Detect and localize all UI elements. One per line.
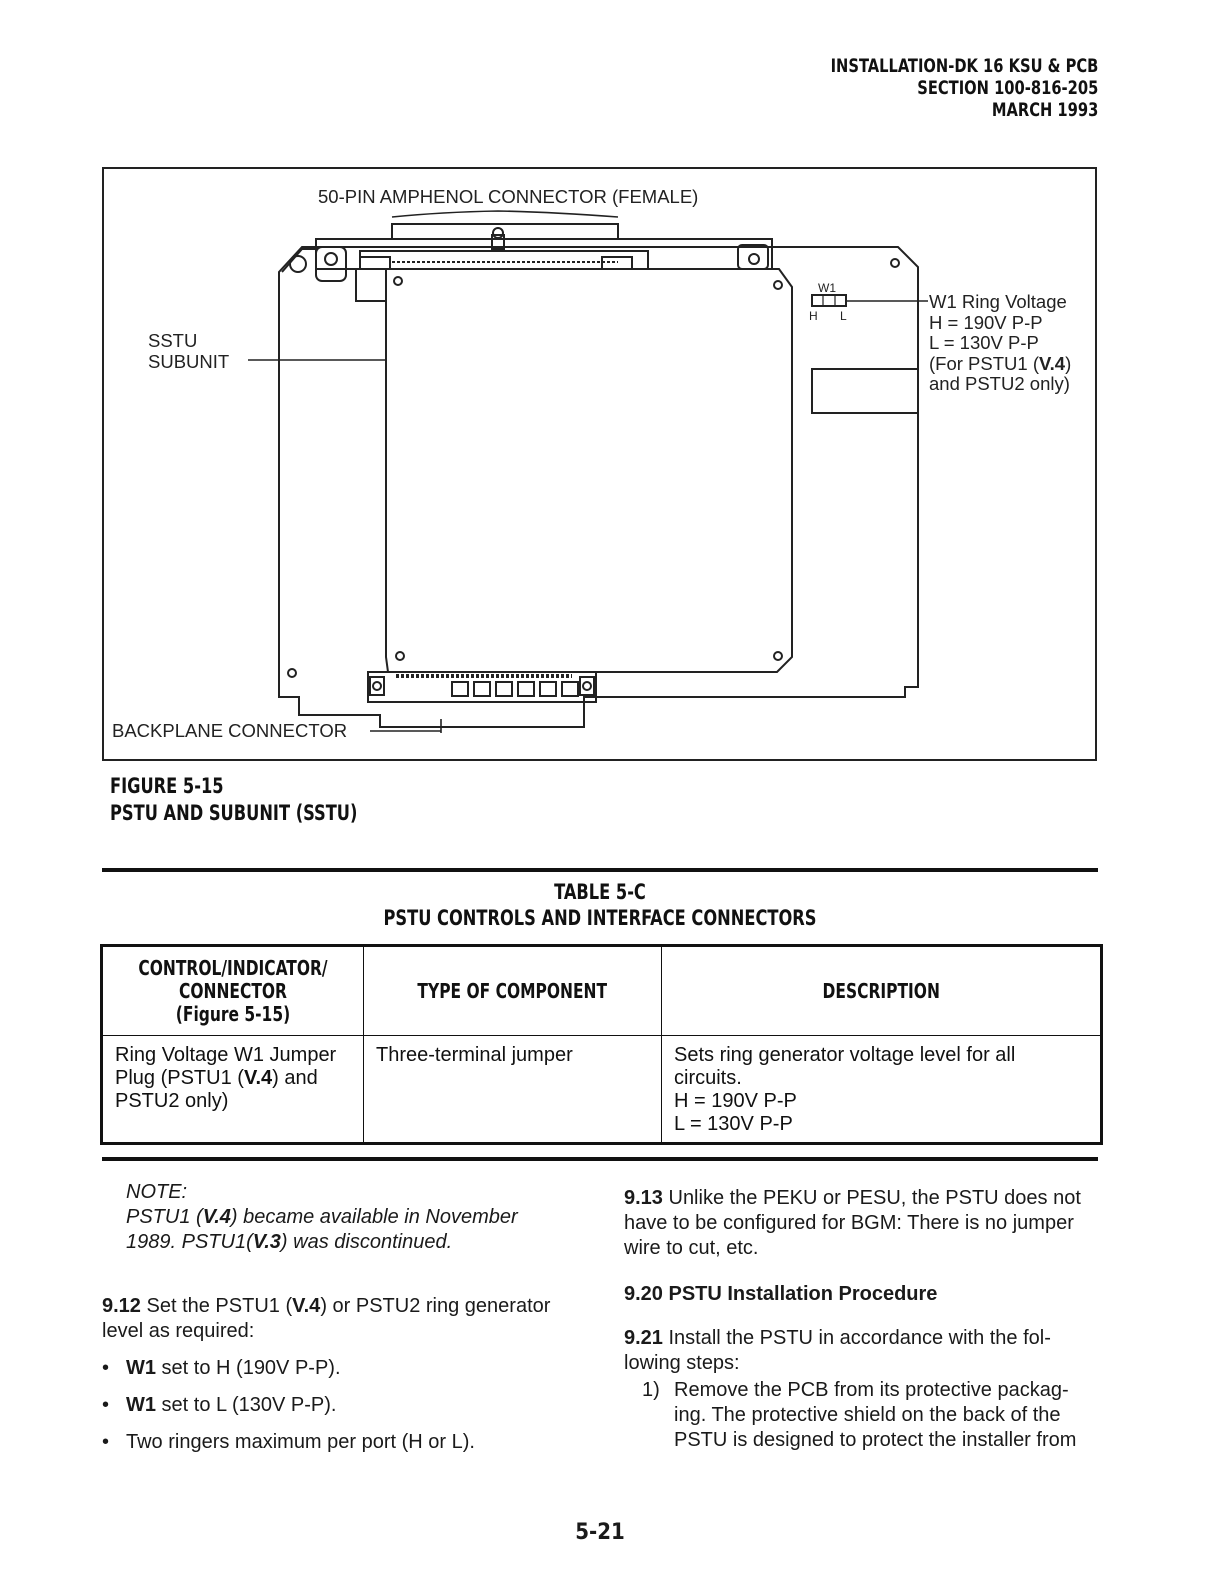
note-block: NOTE: PSTU1 (V.4) became available in November 1989. PSTU1(V.3) was discontinued.	[126, 1181, 518, 1253]
step-1: 1) Remove the PCB from its protective packag- ing. The protective shield on the back of the PSTU is designed to protect the installer from	[642, 1379, 1077, 1451]
table-bottom-rule	[102, 1157, 1098, 1161]
paragraph-9-21: 9.21 Install the PSTU in accordance with the fol- lowing steps:	[624, 1327, 1051, 1374]
jumper-h-label: H	[809, 309, 818, 323]
w1-callout: W1 Ring Voltage H = 190V P-P L = 130V P-P (For PSTU1 (V.4) and PSTU2 only)	[929, 291, 1072, 394]
figure-caption: FIGURE 5-15 PSTU AND SUBUNIT (SSTU)	[110, 774, 358, 825]
header-type: TYPE OF COMPONENT	[364, 946, 662, 1036]
pstu-controls-table	[100, 944, 1103, 1145]
list-item: • W1 set to L (130V P-P).	[102, 1393, 582, 1418]
jumper-l-label: L	[840, 309, 847, 323]
bullet-list	[102, 1356, 582, 1455]
sstu-label: SSTU SUBUNIT	[148, 330, 230, 372]
header-control: CONTROL/INDICATOR/ CONNECTOR (Figure 5-15)	[102, 946, 364, 1036]
page-number: 5-21	[575, 1520, 625, 1545]
table-title: TABLE 5-C PSTU CONTROLS AND INTERFACE CONNECTORS	[383, 880, 817, 930]
page-header	[787, 55, 1098, 121]
header-title: INSTALLATION-DK 16 KSU & PCB	[830, 55, 1098, 77]
table-top-rule	[102, 868, 1098, 872]
sstu-subunit	[386, 269, 792, 672]
table-row	[102, 1036, 1102, 1144]
w1-jumper	[812, 295, 846, 306]
jumper-labels	[809, 281, 847, 323]
cell-control: Ring Voltage W1 Jumper Plug (PSTU1 (V.4) and PSTU2 only)	[102, 1036, 364, 1144]
cell-description: Sets ring generator voltage level for all circuits. H = 190V P-P L = 130V P-P	[662, 1036, 1102, 1144]
pcb-diagram	[102, 167, 1097, 761]
table-header-row	[102, 946, 1102, 1036]
list-item: • W1 set to H (190V P-P).	[102, 1356, 582, 1381]
jumper-tag: W1	[818, 281, 836, 295]
amphenol-connector	[316, 239, 772, 269]
list-item: • Two ringers maximum per port (H or L).	[102, 1430, 582, 1455]
header-date: MARCH 1993	[991, 99, 1098, 121]
pcb-outline	[279, 247, 918, 727]
paragraph-9-13: 9.13 Unlike the PEKU or PESU, the PSTU does not have to be configured for BGM: There is no jumper wire to cut, etc.	[624, 1187, 1081, 1259]
cell-type: Three-terminal jumper	[364, 1036, 662, 1144]
header-description: DESCRIPTION	[662, 946, 1102, 1036]
header-section: SECTION 100-816-205	[916, 77, 1098, 99]
backplane-label: BACKPLANE CONNECTOR	[112, 720, 348, 741]
paragraph-9-12: 9.12 Set the PSTU1 (V.4) or PSTU2 ring generator level as required:	[102, 1295, 551, 1342]
connector-label: 50-PIN AMPHENOL CONNECTOR (FEMALE)	[318, 186, 699, 207]
section-heading-9-20: 9.20 PSTU Installation Procedure	[624, 1283, 938, 1305]
